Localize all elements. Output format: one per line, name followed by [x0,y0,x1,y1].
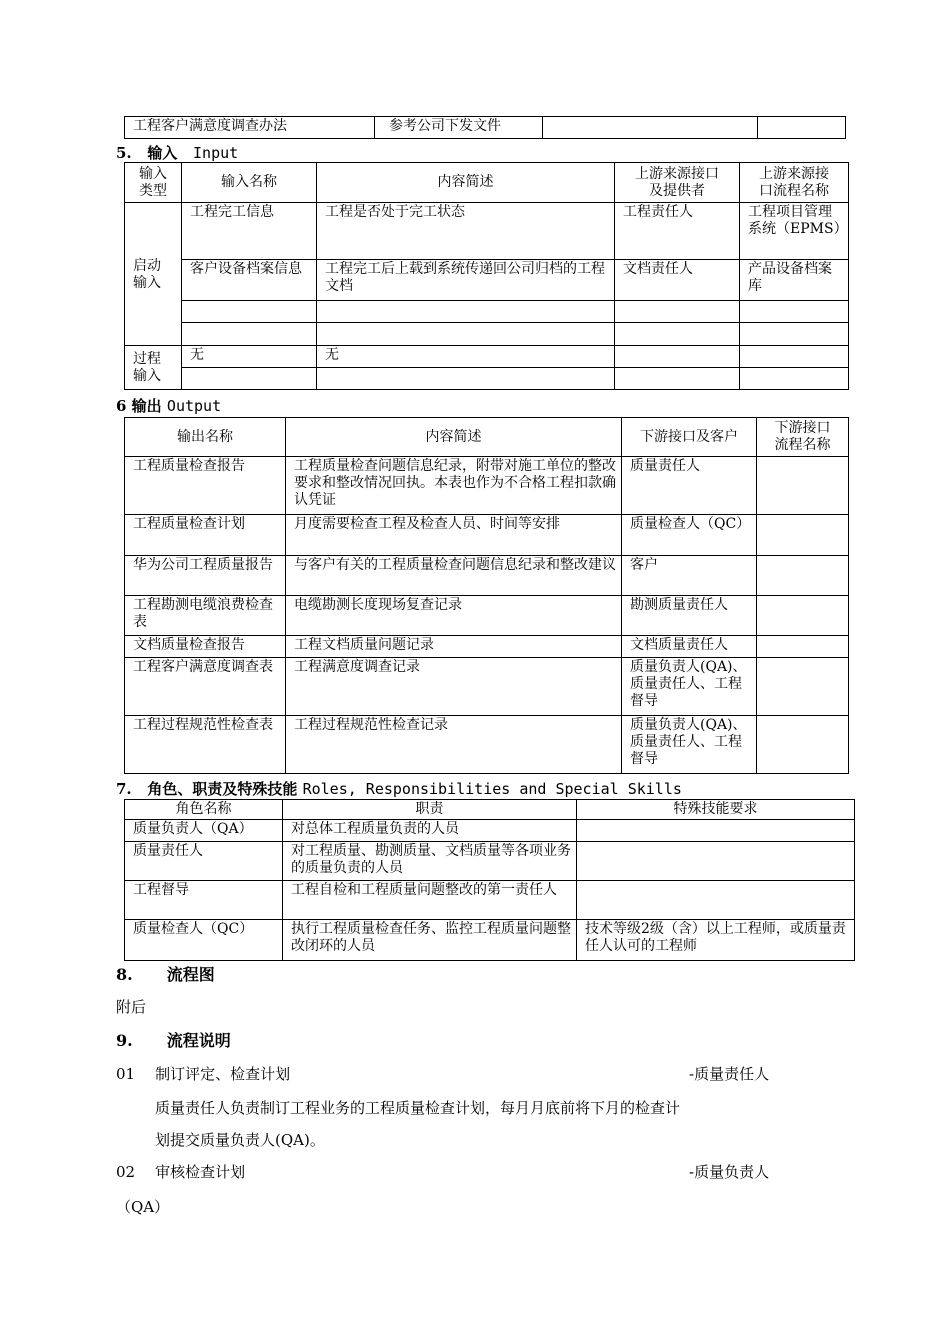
cell: 华为公司工程质量报告 [125,556,286,596]
cell [543,117,758,139]
section-title: 流程图 [166,965,215,984]
step-02 [116,1162,245,1182]
col-header: 职责 [283,800,577,820]
cell [740,368,849,390]
col-header: 输出名称 [125,418,286,457]
cell [182,323,317,346]
cell [740,323,849,346]
cell [577,842,855,881]
cell: 执行工程质量检查任务、监控工程质量问题整改闭环的人员 [283,920,577,961]
cell [577,881,855,920]
cell [757,556,849,596]
cell: 工程是否处于完工状态 [317,203,615,260]
step-desc-line: 划提交质量负责人(QA)。 [155,1131,325,1149]
cell [182,301,317,323]
group-label: 启动 输入 [125,203,182,346]
group-label: 过程 输入 [125,346,182,390]
col-header: 内容简述 [317,163,615,203]
section-title-en: Roles, Responsibilities and Special Skills [302,780,682,798]
col-header: 特殊技能要求 [577,800,855,820]
top-row-table [124,116,846,139]
col-header: 角色名称 [125,800,283,820]
cell: 无 [182,346,317,368]
cell: 质量负责人(QA)、质量责任人、工程督导 [622,658,757,716]
cell [615,368,740,390]
cell: 工程满意度调查记录 [286,658,622,716]
cell: 工程自检和工程质量问题整改的第一责任人 [283,881,577,920]
col-header: 下游接口及客户 [622,418,757,457]
cell: 技术等级2级（含）以上工程师，或质量责任人认可的工程师 [577,920,855,961]
cell: 工程质量检查问题信息纪录，附带对施工单位的整改要求和整改情况回执。本表也作为不合格工程扣款确认凭证 [286,457,622,515]
section-title: 输出 [131,397,162,415]
section-9-heading [116,1032,231,1050]
cell [317,323,615,346]
cell: 质量责任人 [622,457,757,515]
cell: 质量检查人（QC） [125,920,283,961]
cell: 工程项目管理系统（EPMS） [740,203,849,260]
cell [757,716,849,774]
section-6-heading [116,397,221,415]
roles-table [124,799,855,961]
col-header: 内容简述 [286,418,622,457]
section-8-heading [116,966,215,984]
section-title-en: Input [193,144,239,162]
cell [317,301,615,323]
step-name: 制订评定、检查计划 [155,1065,291,1083]
cell [740,346,849,368]
section-number: 9. [116,1031,133,1050]
cell: 质量负责人(QA)、质量责任人、工程督导 [622,716,757,774]
cell: 文档质量责任人 [622,636,757,658]
cell: 月度需要检查工程及检查人员、时间等安排 [286,515,622,556]
cell [182,368,317,390]
cell: 工程客户满意度调查办法 [125,117,375,139]
cell: 工程客户满意度调查表 [125,658,286,716]
cell [757,636,849,658]
section-title: 流程说明 [166,1031,231,1050]
step-desc-line: 质量责任人负责制订工程业务的工程质量检查计划，每月月底前将下月的检查计 [155,1099,681,1117]
cell: 工程过程规范性检查记录 [286,716,622,774]
cell: 工程过程规范性检查表 [125,716,286,774]
cell: 工程文档质量问题记录 [286,636,622,658]
step-owner: -质量责任人 [689,1065,770,1083]
cell: 工程责任人 [615,203,740,260]
output-table [124,417,849,774]
section-title-en: Output [166,397,222,415]
cell: 工程勘测电缆浪费检查表 [125,596,286,636]
cell [757,658,849,716]
cell: 工程完工信息 [182,203,317,260]
cell: 对工程质量、勘测质量、文档质量等各项业务的质量负责的人员 [283,842,577,881]
step-owner-continued: （QA） [116,1198,170,1216]
section-number: 6 [116,397,127,415]
section-7-heading [116,780,682,798]
cell: 工程质量检查计划 [125,515,286,556]
cell [615,301,740,323]
cell: 工程完工后上载到系统传递回公司归档的工程文档 [317,260,615,301]
col-header: 输入名称 [182,163,317,203]
col-header: 上游来源接 口流程名称 [740,163,849,203]
step-name: 审核检查计划 [155,1163,246,1181]
step-01 [116,1064,290,1084]
section-8-body: 附后 [116,998,147,1016]
cell: 文档责任人 [615,260,740,301]
cell: 客户 [622,556,757,596]
cell: 电缆勘测长度现场复查记录 [286,596,622,636]
cell [757,457,849,515]
cell: 对总体工程质量负责的人员 [283,820,577,842]
cell: 无 [317,346,615,368]
cell [757,596,849,636]
step-number: 01 [116,1065,136,1083]
cell: 质量责任人 [125,842,283,881]
cell: 参考公司下发文件 [375,117,543,139]
input-table [124,162,849,390]
cell: 与客户有关的工程质量检查问题信息纪录和整改建议 [286,556,622,596]
cell: 质量负责人（QA） [125,820,283,842]
step-owner: -质量负责人 [689,1163,770,1181]
cell: 产品设备档案库 [740,260,849,301]
cell [757,515,849,556]
section-title: 角色、职责及特殊技能 [147,780,298,798]
cell: 勘测质量责任人 [622,596,757,636]
cell: 文档质量检查报告 [125,636,286,658]
col-header: 下游接口 流程名称 [757,418,849,457]
col-header: 输入 类型 [125,163,182,203]
section-title: 输入 [147,144,178,162]
section-number: 8. [116,965,133,984]
cell [615,323,740,346]
step-number: 02 [116,1163,136,1181]
cell [577,820,855,842]
cell [317,368,615,390]
cell [615,346,740,368]
section-5-heading [116,144,238,162]
section-number: 5. [116,144,132,162]
col-header: 上游来源接口 及提供者 [615,163,740,203]
cell: 客户设备档案信息 [182,260,317,301]
cell [758,117,846,139]
cell: 质量检查人（QC） [622,515,757,556]
cell [740,301,849,323]
section-number: 7. [116,780,132,798]
cell: 工程督导 [125,881,283,920]
cell: 工程质量检查报告 [125,457,286,515]
